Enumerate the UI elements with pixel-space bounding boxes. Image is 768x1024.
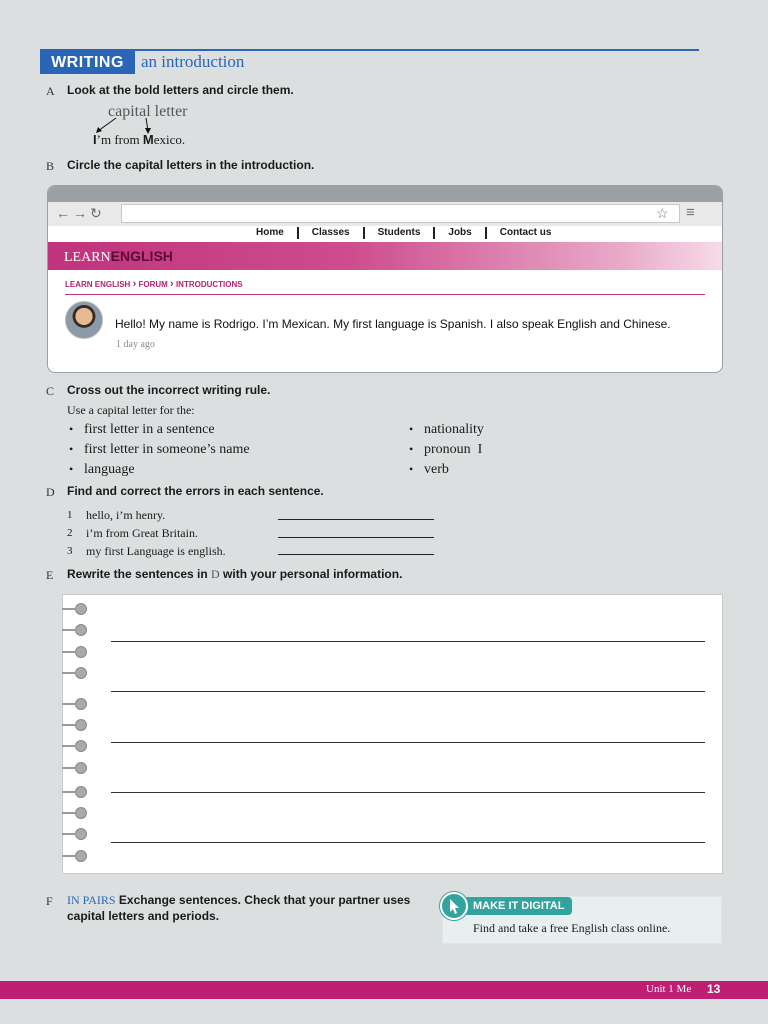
crumb-forum[interactable]: FORUM [138,280,168,289]
star-icon[interactable]: ☆ [656,205,669,221]
instruction-e: Rewrite the sentences in D with your personal information. [67,567,403,581]
item-number: 2 [67,527,73,539]
error-sentence: hello, i’m henry. [86,508,166,522]
answer-line[interactable] [278,519,434,520]
sample-sentence: I’m from Mexico. [93,132,186,147]
back-arrow-icon[interactable]: ← [56,205,73,221]
avatar [65,301,103,339]
rule-item[interactable]: • verb [424,462,449,478]
writing-line[interactable] [111,691,705,692]
breadcrumb [65,278,243,290]
spiral-ring [75,740,87,752]
nav-students[interactable]: Students [365,227,436,239]
forum-post: Hello! My name is Rodrigo. I’m Mexican. My first language is Spanish. I also speak English and Chinese. [115,317,671,331]
instruction-c: Cross out the incorrect writing rule. [67,383,271,397]
browser-toolbar [48,202,722,226]
exercise-letter-b: B [46,159,55,173]
spiral-ring [75,624,87,636]
nav-contact[interactable]: Contact us [499,227,552,238]
nav-home[interactable]: Home [243,227,299,239]
notebook-writing-area[interactable] [62,594,723,874]
spiral-ring [75,603,87,615]
chevron-right-icon: › [132,278,137,290]
item-number: 3 [67,545,73,557]
forward-arrow-icon[interactable]: → [73,205,90,221]
writing-line[interactable] [111,842,705,843]
nav-classes[interactable]: Classes [299,227,365,239]
in-pairs-label: IN PAIRS [67,893,116,907]
rule-item[interactable]: • pronoun I [424,442,482,458]
instruction-d: Find and correct the errors in each sentence. [67,484,324,498]
nav-jobs[interactable]: Jobs [435,227,486,239]
spiral-ring [75,762,87,774]
writing-line[interactable] [111,641,705,642]
exercise-letter-d: D [46,485,55,499]
digital-task: Find and take a free English class online. [473,921,671,935]
instruction-f-line-2: capital letters and periods. [67,909,220,923]
browser-frame-top [48,186,722,202]
exercise-letter-c: C [46,384,55,398]
reload-icon[interactable]: ↻ [90,205,105,221]
spiral-ring [75,850,87,862]
spiral-ring [75,828,87,840]
spiral-ring [75,667,87,679]
exercise-letter-e: E [46,568,54,582]
section-subtitle: an introduction [141,52,245,71]
cursor-icon [440,892,468,920]
crumb-introductions[interactable]: INTRODUCTIONS [175,280,243,289]
bold-letter-m[interactable]: M [142,132,154,147]
spiral-ring [75,786,87,798]
page-number: 13 [707,982,721,996]
chevron-right-icon: › [170,278,174,290]
exercise-letter-a: A [46,84,55,98]
writing-line[interactable] [111,792,705,793]
spiral-ring [75,719,87,731]
rule-item[interactable]: • first letter in a sentence [84,422,215,438]
header-rule [40,49,699,51]
post-timestamp: 1 day ago [116,339,155,350]
browser-window [47,185,723,373]
rule-item[interactable]: • language [84,462,135,478]
spiral-ring [75,646,87,658]
error-sentence: i’m from Great Britain. [86,526,198,540]
site-nav [48,227,722,239]
instruction-f: IN PAIRS Exchange sentences. Check that your partner uses [67,893,411,907]
footer-unit: Unit 1 Me [646,983,692,995]
menu-icon[interactable]: ≡ [686,204,695,221]
capital-letter-label: capital letter [108,103,188,120]
answer-line[interactable] [278,537,434,538]
site-logo: LEARNENGLISH [64,248,173,265]
section-badge: WRITING [40,51,135,74]
rule-item[interactable]: • nationality [424,422,484,438]
writing-line[interactable] [111,742,705,743]
exercise-letter-f: F [46,894,53,908]
instruction-b: Circle the capital letters in the introduction. [67,158,315,172]
site-banner [48,242,722,270]
rule-lead: Use a capital letter for the: [67,403,195,417]
bold-letter-i[interactable]: I [93,132,97,147]
item-number: 1 [67,509,73,521]
answer-line[interactable] [278,554,434,555]
spiral-ring [75,807,87,819]
spiral-ring [75,698,87,710]
crumb-learn-english[interactable]: LEARN ENGLISH [65,280,131,289]
error-sentence: my first Language is english. [86,544,226,558]
instruction-a: Look at the bold letters and circle them. [67,83,294,97]
address-bar[interactable] [121,204,680,223]
rule-item[interactable]: • first letter in someone’s name [84,442,250,458]
breadcrumb-divider [65,294,705,295]
make-it-digital-tag: MAKE IT DIGITAL [465,897,572,915]
